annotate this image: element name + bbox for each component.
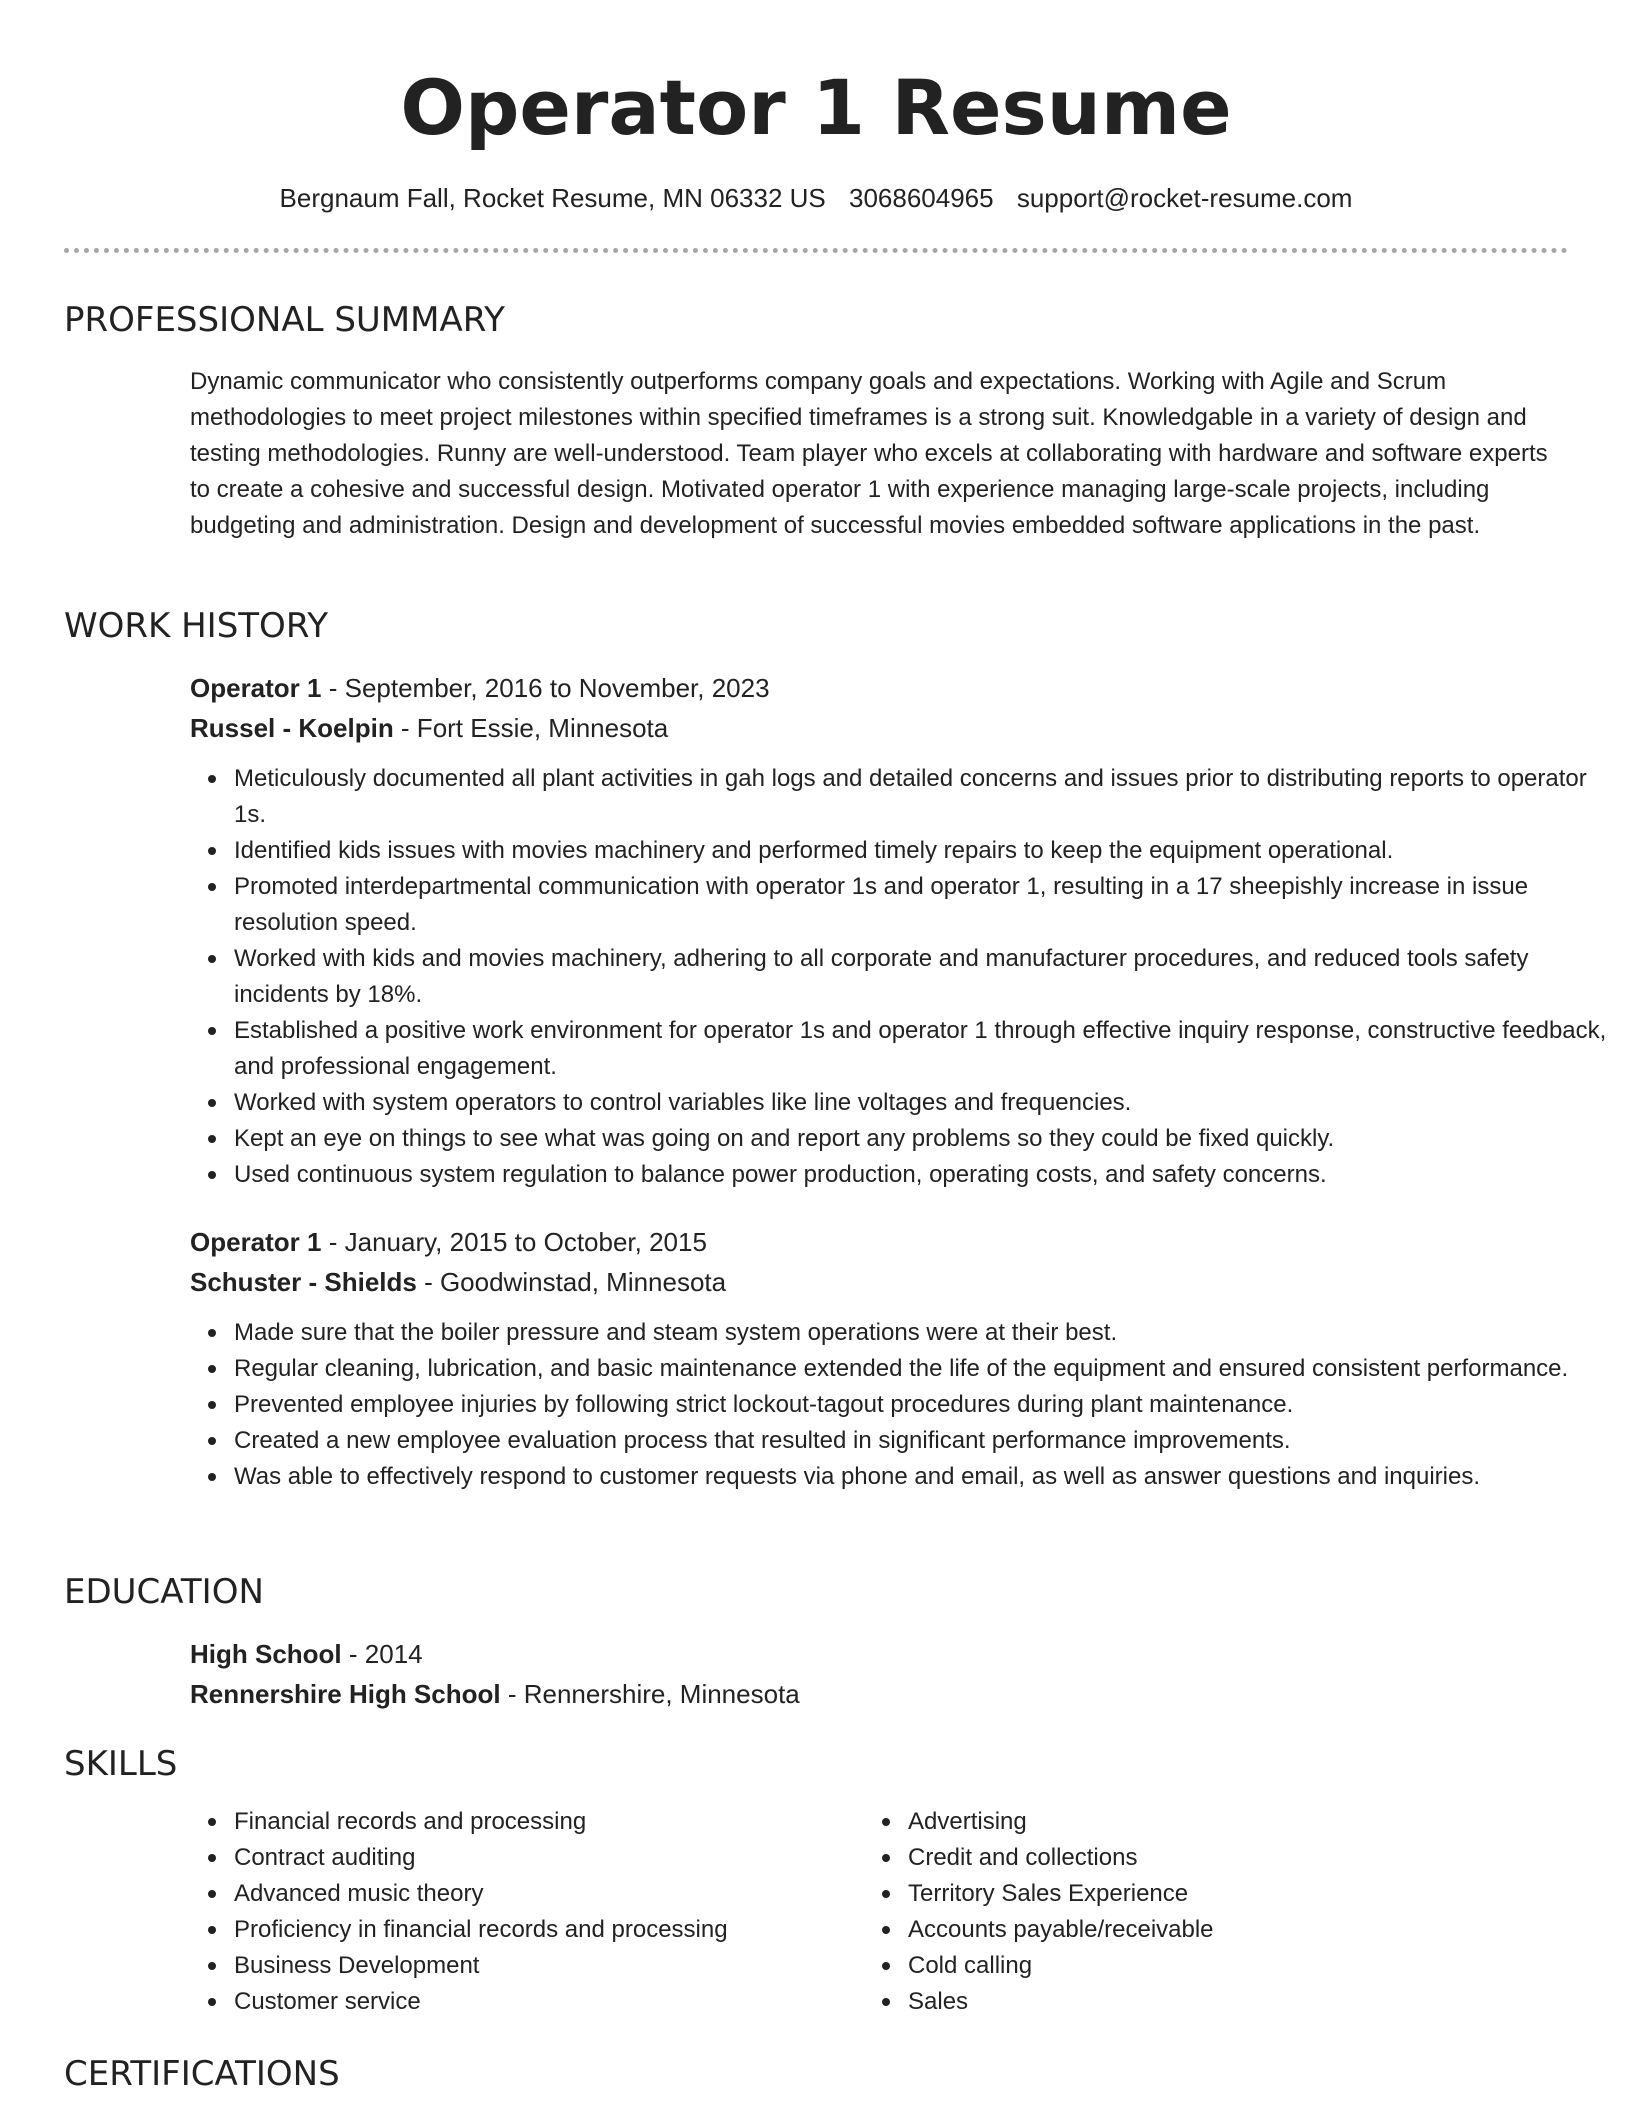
resume-title: Operator 1 Resume: [400, 63, 1232, 152]
contact-phone: 3068604965: [849, 183, 994, 213]
job-2-company: Schuster - Shields: [190, 1267, 417, 1297]
list-item: Promoted interdepartmental communication with operator 1s and operator 1, resulting in a 17 sheepishly increase in issue resolution speed.: [234, 869, 1614, 941]
section-title-skills: SKILLS: [64, 1744, 178, 1784]
list-item: Used continuous system regulation to balance power production, operating costs, and safety concerns.: [234, 1157, 1614, 1193]
job-1-title-line: [190, 668, 1570, 708]
list-item: Proficiency in financial records and processing: [234, 1912, 1614, 1948]
list-item: Created a new employee evaluation process that resulted in significant performance improvements.: [234, 1423, 1614, 1459]
list-item: Identified kids issues with movies machinery and performed timely repairs to keep the equipment operational.: [234, 833, 1614, 869]
contact-email: support@rocket-resume.com: [1016, 183, 1353, 213]
job-2-location: - Goodwinstad, Minnesota: [416, 1267, 727, 1297]
list-item: Worked with kids and movies machinery, adhering to all corporate and manufacturer procedures, and reduced tools safety incidents by 18%.: [234, 941, 1614, 1013]
section-title-summary: PROFESSIONAL SUMMARY: [64, 300, 505, 340]
job-2-position: Operator 1: [190, 1227, 322, 1257]
education-degree-line: [190, 1634, 1570, 1674]
list-item: Territory Sales Experience: [908, 1876, 1632, 1912]
summary-text: Dynamic communicator who consistently outperforms company goals and expectations. Working with Agile and Scrum methodologies to meet project milestones within specified timeframes is a strong suit. Knowledgable in a variety of design and testing methodologies. Runny are well-understood. Team player who excels at collaborating with hardware and software experts to create a cohesive and successful design. Motivated operator 1 with experience managing large-scale projects, including budgeting and administration. Design and development of successful movies embedded software applications in the past.: [190, 368, 1548, 539]
job-2-bullets: [190, 1315, 1614, 1495]
list-item: Advanced music theory: [234, 1876, 1614, 1912]
job-2-company-line: [190, 1262, 1570, 1302]
section-title-education: EDUCATION: [64, 1572, 264, 1612]
job-1-dates: - September, 2016 to November, 2023: [321, 673, 770, 703]
list-item: Regular cleaning, lubrication, and basic maintenance extended the life of the equipment and ensured consistent performance.: [234, 1351, 1614, 1387]
section-title-certifications: CERTIFICATIONS: [64, 2054, 340, 2094]
list-item: Credit and collections: [908, 1840, 1632, 1876]
job-1-location: - Fort Essie, Minnesota: [393, 713, 669, 743]
education-school-line: [190, 1674, 1570, 1714]
job-2-title-line: [190, 1222, 1570, 1262]
list-item: Prevented employee injuries by following strict lockout-tagout procedures during plant maintenance.: [234, 1387, 1614, 1423]
list-item: Established a positive work environment for operator 1s and operator 1 through effective inquiry response, constructive feedback, and professional engagement.: [234, 1013, 1614, 1085]
list-item: Sales: [908, 1984, 1632, 2020]
list-item: Cold calling: [908, 1948, 1632, 1984]
list-item: Accounts payable/receivable: [908, 1912, 1632, 1948]
list-item: Contract auditing: [234, 1840, 1614, 1876]
list-item: Kept an eye on things to see what was going on and report any problems so they could be fixed quickly.: [234, 1121, 1614, 1157]
section-title-work-history: WORK HISTORY: [64, 606, 329, 646]
education-school: Rennershire High School: [190, 1679, 501, 1709]
job-1-company-line: [190, 708, 1570, 748]
education-degree: High School: [190, 1639, 342, 1669]
education-year: - 2014: [341, 1639, 423, 1669]
job-1-company: Russel - Koelpin: [190, 713, 394, 743]
skills-list-right: [864, 1804, 1632, 2020]
contact-line: [0, 180, 1632, 216]
job-2-dates: - January, 2015 to October, 2015: [321, 1227, 707, 1257]
list-item: Advertising: [908, 1804, 1632, 1840]
list-item: Meticulously documented all plant activities in gah logs and detailed concerns and issues prior to distributing reports to operator 1s.: [234, 761, 1614, 833]
list-item: Business Development: [234, 1948, 1614, 1984]
job-1-bullets: [190, 761, 1614, 1193]
job-1-position: Operator 1: [190, 673, 322, 703]
education-location: - Rennershire, Minnesota: [500, 1679, 800, 1709]
contact-address: Bergnaum Fall, Rocket Resume, MN 06332 US: [279, 183, 826, 213]
list-item: Was able to effectively respond to customer requests via phone and email, as well as answer questions and inquiries.: [234, 1459, 1614, 1495]
list-item: Worked with system operators to control variables like line voltages and frequencies.: [234, 1085, 1614, 1121]
list-item: Financial records and processing: [234, 1804, 1614, 1840]
header-divider: [64, 248, 1568, 253]
list-item: Customer service: [234, 1984, 1614, 2020]
list-item: Made sure that the boiler pressure and steam system operations were at their best.: [234, 1315, 1614, 1351]
